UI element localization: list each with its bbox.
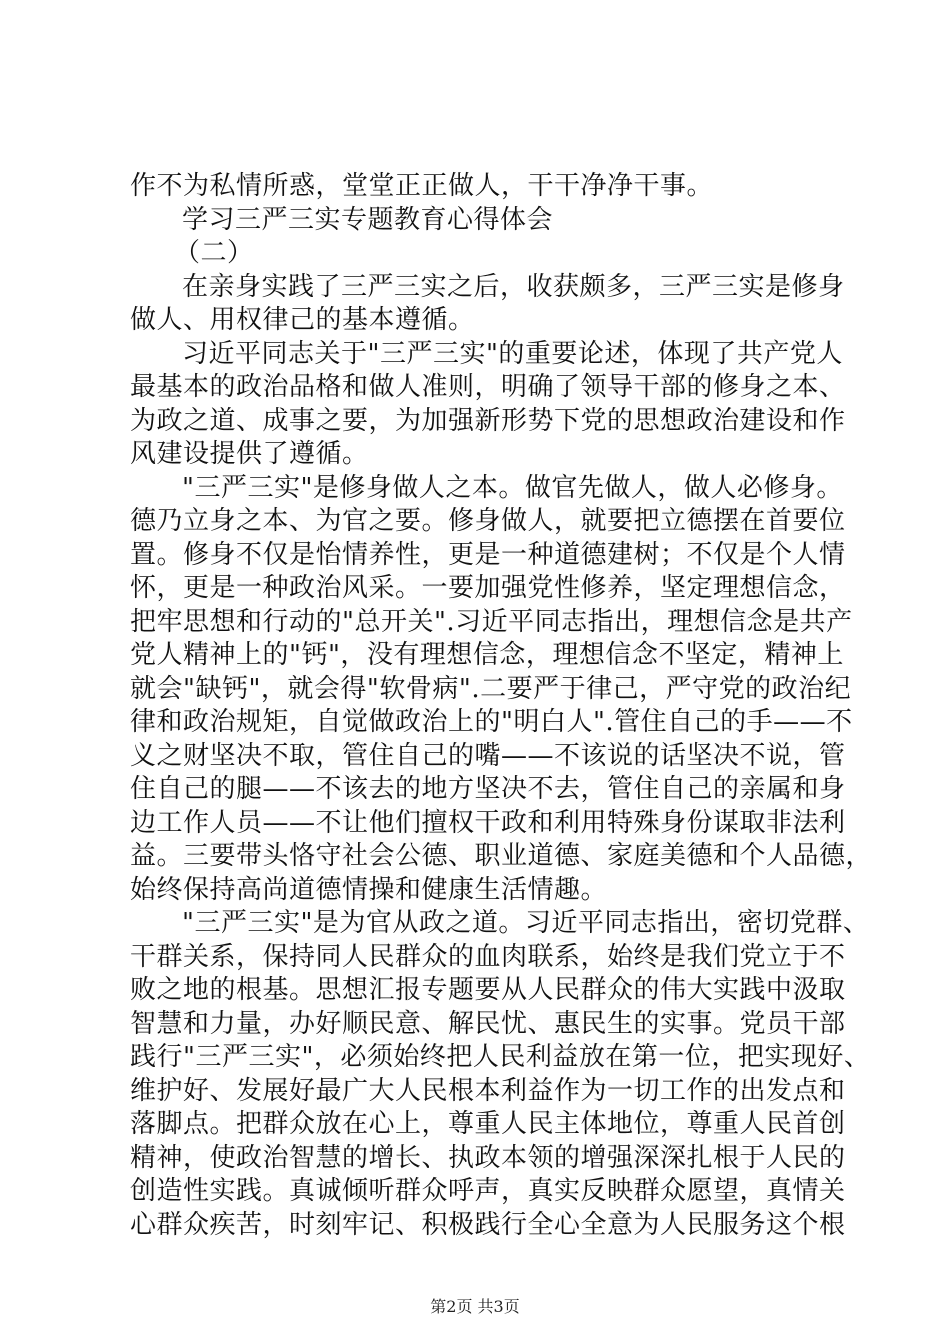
text-line: 精神，使政治智慧的增长、执政本领的增强深深扎根于人民的: [130, 1142, 846, 1173]
text-line: "三严三实"是修身做人之本。做官先做人，做人必修身。: [182, 472, 843, 503]
text-line: 作不为私情所惑，堂堂正正做人，干干净净干事。: [130, 171, 714, 201]
text-line: 始终保持高尚道德情操和健康生活情趣。: [130, 874, 608, 905]
section-number: （二）: [174, 238, 254, 268]
text-line: 败之地的根基。思想汇报专题要从人民群众的伟大实践中汲取: [130, 975, 846, 1005]
text-line: 益。三要带头恪守社会公德、职业道德、家庭美德和个人品德，: [130, 841, 873, 871]
text-line: 律和政治规矩，自觉做政治上的"明白人".管住自己的手——不: [130, 707, 853, 737]
text-line: 怀，更是一种政治风采。一要加强党性修养，坚定理想信念，: [130, 573, 846, 603]
text-line: 做人、用权律己的基本遵循。: [130, 305, 475, 335]
text-line: 落脚点。把群众放在心上，尊重人民主体地位，尊重人民首创: [130, 1109, 846, 1139]
text-line: 习近平同志关于"三严三实"的重要论述，体现了共产党人: [182, 338, 843, 369]
text-line: 住自己的腿——不该去的地方坚决不去，管住自己的亲属和身: [130, 774, 846, 804]
text-line: 就会"缺钙"，就会得"软骨病".二要严于律己，严守党的政治纪: [130, 673, 852, 704]
text-line: 心群众疾苦，时刻牢记、积极践行全心全意为人民服务这个根: [130, 1209, 846, 1240]
text-line: "三严三实"是为官从政之道。习近平同志指出，密切党群、: [182, 908, 870, 938]
text-line: 风建设提供了遵循。: [130, 439, 369, 469]
text-line: 最基本的政治品格和做人准则，明确了领导干部的修身之本、: [130, 372, 846, 402]
section-title: 学习三严三实专题教育心得体会: [182, 204, 554, 235]
text-line: 在亲身实践了三严三实之后，收获颇多，三严三实是修身: [182, 271, 845, 302]
page-number-footer: 第2页 共3页: [430, 1297, 520, 1316]
text-line: 践行"三严三实"，必须始终把人民利益放在第一位，把实现好、: [130, 1042, 871, 1072]
text-line: 德乃立身之本、为官之要。修身做人，就要把立德摆在首要位: [130, 506, 846, 536]
text-line: 把牢思想和行动的"总开关".习近平同志指出，理想信念是共产: [130, 606, 853, 637]
text-line: 维护好、发展好最广大人民根本利益作为一切工作的出发点和: [130, 1075, 846, 1106]
text-line: 置。修身不仅是怡情养性，更是一种道德建树；不仅是个人情: [130, 539, 846, 570]
text-line: 创造性实践。真诚倾听群众呼声，真实反映群众愿望，真情关: [130, 1176, 846, 1206]
text-line: 义之财坚决不取，管住自己的嘴——不该说的话坚决不说，管: [130, 740, 846, 771]
text-line: 党人精神上的"钙"，没有理想信念，理想信念不坚定，精神上: [130, 640, 844, 670]
text-line: 边工作人员——不让他们擅权干政和利用特殊身份谋取非法利: [130, 807, 846, 838]
text-line: 干群关系，保持同人民群众的血肉联系，始终是我们党立于不: [130, 941, 846, 972]
text-line: 为政之道、成事之要，为加强新形势下党的思想政治建设和作: [130, 405, 846, 436]
text-line: 智慧和力量，办好顺民意、解民忧、惠民生的实事。党员干部: [130, 1008, 846, 1039]
document-body: [130, 170, 873, 1242]
